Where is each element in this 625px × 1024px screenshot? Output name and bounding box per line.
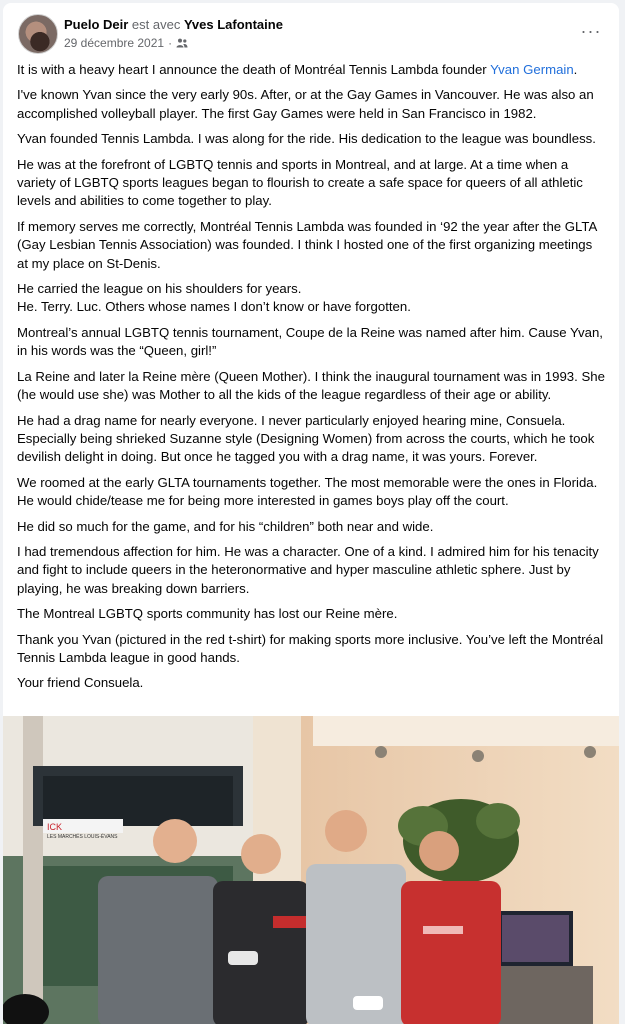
paragraph-1-end: . bbox=[573, 62, 578, 77]
author-avatar[interactable] bbox=[18, 14, 58, 54]
post-photo[interactable] bbox=[3, 716, 619, 1024]
tagged-name[interactable]: Yves Lafontaine bbox=[183, 17, 283, 32]
paragraph-3: Yvan founded Tennis Lambda. I was along for the ride. His dedication to the league was boundless. bbox=[17, 131, 596, 147]
meta-separator: · bbox=[168, 36, 173, 50]
paragraph-1 bbox=[17, 61, 605, 79]
paragraph-11: He did so much for the game, and for his “children” both near and wide. bbox=[17, 518, 434, 534]
post-body bbox=[3, 61, 619, 693]
paragraph-5: If memory serves me correctly, Montréal Tennis Lambda was founded in ‘92 the year after the GLTA (Gay Lesbian Tennis Association) was founded. I think I hosted one of the first organizing meetings at my place on St-Denis. bbox=[17, 218, 597, 271]
paragraph-6-line-2: He. Terry. Luc. Others whose names I don’t know or have forgotten. bbox=[17, 299, 411, 315]
paragraph-6-line-1: He carried the league on his shoulders for years. bbox=[17, 281, 302, 297]
paragraph-14: Thank you Yvan (pictured in the red t-shirt) for making sports more inclusive. You’ve left the Montréal Tennis Lambda league in good hands. bbox=[17, 631, 604, 665]
more-horizontal-icon: ··· bbox=[580, 21, 602, 41]
paragraph-10: We roomed at the early GLTA tournaments together. The most memorable were the ones in Florida. He would chide/tease me for being more interested in games boys play off the court. bbox=[17, 474, 598, 509]
friends-icon[interactable] bbox=[176, 38, 188, 48]
mention-link[interactable]: Yvan Germain bbox=[490, 62, 574, 77]
post-header bbox=[3, 3, 619, 61]
paragraph-9: He had a drag name for nearly everyone. I never particularly enjoyed hearing mine, Consuela. Especially being shrieked Suzanne style (Designing Women) from across the courts, which he took devilish delight in doing. But once he tagged you with a drag name, it was yours. Forever. bbox=[17, 412, 595, 465]
paragraph-8: La Reine and later la Reine mère (Queen Mother). I think the inaugural tournament was in 1993. She (he would use she) was Mother to all the kids of the league regardless of their age or ability. bbox=[17, 368, 605, 403]
banner-text: LES MARCHÉS LOUIS-ÉVANS bbox=[47, 834, 118, 840]
paragraph-13: The Montreal LGBTQ sports community has lost our Reine mère. bbox=[17, 606, 398, 622]
post-date[interactable]: 29 décembre 2021 bbox=[64, 36, 165, 50]
paragraph-15: Your friend Consuela. bbox=[17, 675, 144, 691]
more-options-button[interactable] bbox=[577, 17, 605, 45]
paragraph-2: I've known Yvan since the very early 90s. After, or at the Gay Games in Vancouver. He was also an accomplished volleyball player. The first Gay Games were held in San Francisco in 1982. bbox=[17, 87, 594, 121]
paragraph-6 bbox=[17, 280, 605, 317]
author-name[interactable]: Puelo Deir bbox=[64, 17, 129, 32]
post-card bbox=[3, 3, 619, 1024]
with-text: est avec bbox=[131, 17, 181, 32]
post-meta bbox=[64, 36, 188, 50]
paragraph-12: I had tremendous affection for him. He was a character. One of a kind. I admired him for his tenacity and fight to include queers in the heteronormative and hyper masculine athletic sphere. Just by playing, he was breaking down barriers. bbox=[17, 543, 599, 596]
paragraph-4: He was at the forefront of LGBTQ tennis and sports in Montreal, and at large. At a time when a variety of LGBTQ sports leagues began to flourish to create a safe space for queers of all athletic levels and abilities to come together to play. bbox=[17, 156, 583, 209]
banner-brand: ICK bbox=[47, 822, 63, 832]
paragraph-7: Montreal’s annual LGBTQ tennis tournament, Coupe de la Reine was named after him. Cause Yvan, in his words was the “Queen, girl!” bbox=[17, 324, 603, 359]
author-line bbox=[64, 17, 283, 32]
paragraph-1-text: It is with a heavy heart I announce the death of Montréal Tennis Lambda founder bbox=[17, 62, 491, 77]
